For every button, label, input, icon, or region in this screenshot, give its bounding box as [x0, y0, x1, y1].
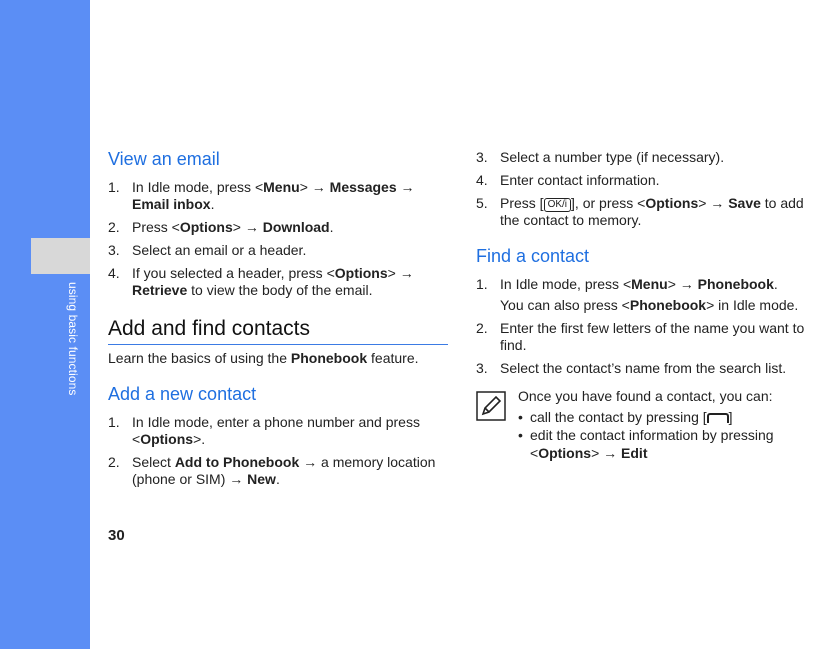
note-text: call the contact by pressing [	[530, 409, 707, 425]
intro-text: feature.	[367, 350, 419, 366]
menu-option: Edit	[621, 445, 648, 461]
heading-view-email: View an email	[108, 149, 220, 169]
intro-paragraph	[108, 350, 448, 367]
menu-key-label: Options	[140, 431, 194, 447]
step-text: Select a number type (if necessary).	[500, 149, 725, 165]
right-column	[476, 149, 814, 462]
step-add-contact-3	[476, 149, 814, 166]
step-text: Select the contact’s name from the search list.	[500, 360, 787, 376]
menu-option: Messages	[329, 179, 397, 195]
step-number: 1.	[476, 276, 488, 292]
step-add-contact-5	[476, 195, 814, 229]
step-text: to view the body of the email.	[187, 282, 373, 298]
step-add-contact-1	[108, 414, 448, 448]
heading-add-find-contacts: Add and find contacts	[108, 316, 448, 345]
step-number: 3.	[108, 242, 120, 258]
step-text: Press [	[500, 195, 544, 211]
sidebar	[0, 0, 90, 649]
step-text: > →	[698, 195, 729, 211]
left-column	[108, 148, 448, 494]
step-find-contact-1	[476, 276, 814, 314]
step-text: to add the contact to memory.	[500, 195, 804, 228]
step-text: > →	[387, 265, 414, 281]
heading-add-contact: Add a new contact	[108, 384, 257, 404]
step-text: .	[275, 471, 280, 487]
step-text: → a memory location (phone or SIM) →	[132, 454, 436, 487]
menu-key-label: Menu	[263, 179, 300, 195]
menu-option: New	[247, 471, 276, 487]
step-text: If you selected a header, press <	[132, 265, 335, 281]
heading-find-contact: Find a contact	[476, 246, 590, 266]
call-key-icon	[707, 413, 729, 423]
step-view-email-4	[108, 265, 448, 299]
menu-key-label: Menu	[631, 276, 668, 292]
step-text: > in Idle mode.	[706, 297, 799, 313]
note-intro: Once you have found a contact, you can:	[518, 388, 773, 404]
step-text: In Idle mode, enter a phone number and press <	[132, 414, 420, 447]
step-number: 5.	[476, 195, 488, 211]
menu-key-label: Phonebook	[629, 297, 707, 313]
section-label: using basic functions	[66, 282, 80, 396]
menu-key-label: Options	[538, 445, 592, 461]
feature-name: Phonebook	[290, 350, 368, 366]
step-number: 3.	[476, 149, 488, 165]
step-text: .	[329, 219, 334, 235]
step-text: In Idle mode, press <	[500, 276, 632, 292]
step-text: Enter contact information.	[500, 172, 660, 188]
section-tab	[31, 238, 90, 274]
step-number: 4.	[108, 265, 120, 281]
step-add-contact-4	[476, 172, 814, 189]
note-pencil-icon	[476, 391, 506, 421]
step-subnote	[500, 297, 814, 314]
menu-option: Download	[262, 219, 330, 235]
menu-option: Add to Phonebook	[174, 454, 300, 470]
note-bullet-call	[518, 408, 814, 426]
step-text: > →	[667, 276, 698, 292]
step-add-contact-2	[108, 454, 448, 488]
note-bullet-edit	[518, 426, 814, 462]
menu-key-label: Options	[645, 195, 699, 211]
menu-option: Retrieve	[132, 282, 188, 298]
step-number: 2.	[476, 320, 488, 336]
step-number: 1.	[108, 179, 120, 195]
step-text: .	[773, 276, 778, 292]
step-view-email-3	[108, 242, 448, 259]
step-view-email-1	[108, 179, 448, 213]
menu-option: Phonebook	[697, 276, 774, 292]
step-text: Select an email or a header.	[132, 242, 307, 258]
menu-option: Save	[728, 195, 761, 211]
step-text: > →	[232, 219, 263, 235]
page-number: 30	[108, 527, 125, 544]
note-text: ]	[728, 409, 733, 425]
step-number: 2.	[108, 219, 120, 235]
menu-key-label: Options	[179, 219, 233, 235]
step-number: 2.	[108, 454, 120, 470]
step-text: .	[210, 196, 215, 212]
step-text: You can also press <	[500, 297, 630, 313]
step-text: >.	[193, 431, 206, 447]
step-text: Select	[132, 454, 175, 470]
step-number: 3.	[476, 360, 488, 376]
step-view-email-2	[108, 219, 448, 236]
step-text: In Idle mode, press <	[132, 179, 264, 195]
step-text: ], or press <	[571, 195, 646, 211]
step-find-contact-2	[476, 320, 814, 354]
step-text: Press <	[132, 219, 180, 235]
step-text: Enter the first few letters of the name you want to find.	[500, 320, 805, 353]
menu-key-label: Options	[334, 265, 388, 281]
note-text: edit the contact information by pressing <	[530, 427, 774, 461]
step-number: 1.	[108, 414, 120, 430]
note-box	[476, 387, 814, 462]
step-find-contact-3	[476, 360, 814, 377]
intro-text: Learn the basics of using the	[108, 350, 291, 366]
note-text: > →	[591, 445, 622, 461]
step-text: > →	[299, 179, 330, 195]
ok-key-icon: OK/i	[544, 198, 571, 212]
step-text: →	[396, 179, 415, 195]
menu-option: Email inbox	[132, 196, 211, 212]
step-number: 4.	[476, 172, 488, 188]
